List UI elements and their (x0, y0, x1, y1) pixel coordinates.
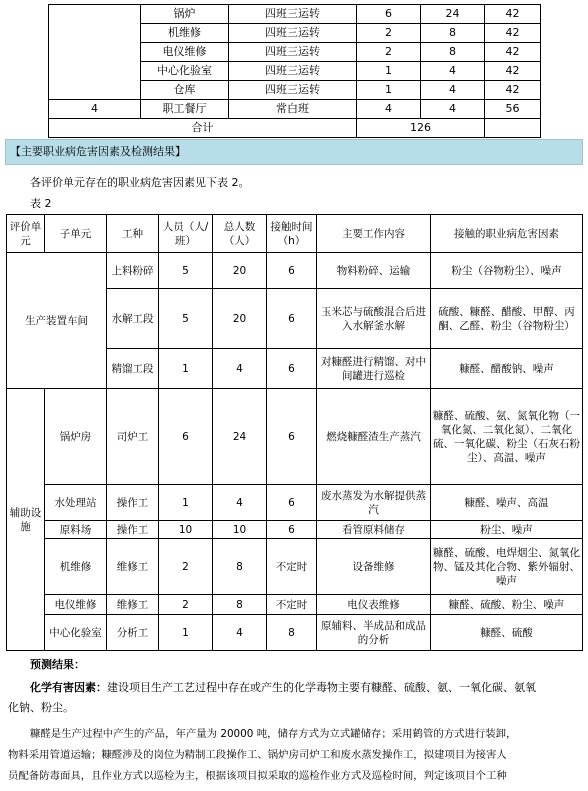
table-cell: 维修工 (107, 595, 159, 615)
table-cell (485, 119, 541, 138)
table-cell: 机维修 (141, 24, 229, 43)
table-cell: 5 (159, 289, 213, 349)
col-header-eval-unit: 评价单元 (7, 215, 45, 253)
table-row (49, 100, 541, 119)
hazard-table (6, 214, 583, 651)
chem-paragraph-line (30, 680, 536, 695)
table-row (7, 253, 583, 289)
table-cell: 5 (159, 253, 213, 289)
table-cell: 4 (421, 100, 485, 119)
table-cell: 6 (267, 253, 317, 289)
table-cell: 机维修 (45, 539, 107, 595)
table-cell: 2 (159, 539, 213, 595)
table-cell: 10 (213, 521, 267, 539)
table-cell: 原辅料、半成品和成品的分析 (317, 615, 431, 651)
table-cell: 1 (357, 62, 421, 81)
table-cell: 设备维修 (317, 539, 431, 595)
table-cell: 42 (485, 62, 541, 81)
total-label: 合计 (49, 119, 357, 138)
col-header-total: 总人数（人） (213, 215, 267, 253)
table-cell: 1 (357, 81, 421, 100)
table-cell: 司炉工 (107, 389, 159, 485)
table-cell: 6 (159, 389, 213, 485)
table-cell: 常白班 (229, 100, 357, 119)
table-cell: 糠醛、醋酸钠、噪声 (431, 349, 583, 389)
group-production: 生产装置车间 (7, 253, 107, 389)
table-cell: 四班三运转 (229, 5, 357, 24)
table-cell: 1 (159, 349, 213, 389)
table-cell: 2 (357, 24, 421, 43)
table-cell: 原料场 (45, 521, 107, 539)
table-cell: 物料粉碎、运输 (317, 253, 431, 289)
table-cell: 42 (485, 24, 541, 43)
table-cell: 粉尘、噪声 (431, 521, 583, 539)
table-cell: 8 (421, 43, 485, 62)
table-cell: 看管原料储存 (317, 521, 431, 539)
table-cell: 水解工段 (107, 289, 159, 349)
table-cell: 糠醛、硫酸、粉尘、噪声 (431, 595, 583, 615)
table-cell: 42 (485, 5, 541, 24)
paragraph-line: 员配备防毒面具，且作业方式以巡检为主，根据该项目拟采取的巡检作业方式及巡检时间，判定该项目个工种 (8, 770, 507, 782)
table-cell: 糠醛、硫酸、氨、氮氧化物（一氧化氮、二氧化氮）、二氧化硫、一氧化碳、粉尘（石灰石粉尘）、高温、噪声 (431, 389, 583, 485)
table-row (7, 521, 583, 539)
table-cell: 6 (267, 289, 317, 349)
table-cell: 废水蒸发为水解提供蒸汽 (317, 485, 431, 521)
table-cell: 6 (267, 485, 317, 521)
table-cell: 水处理站 (45, 485, 107, 521)
table-cell: 8 (213, 539, 267, 595)
table-cell: 四班三运转 (229, 24, 357, 43)
table-cell: 维修工 (107, 539, 159, 595)
chem-text-line2: 化钠、粉尘。 (8, 701, 74, 714)
table-cell: 四班三运转 (229, 43, 357, 62)
paragraph-line: 糠醛是生产过程中产生的产品，年产量为 20000 吨，储存方式为立式罐储存；采用鹤管的方式进行装卸， (30, 728, 517, 740)
table-cell: 1 (159, 485, 213, 521)
table-cell: 上料粉碎 (107, 253, 159, 289)
table-cell: 四班三运转 (229, 81, 357, 100)
total-value: 126 (357, 119, 485, 138)
table-cell: 操作工 (107, 485, 159, 521)
prediction-title: 预测结果： (30, 658, 85, 671)
table-cell: 4 (213, 615, 267, 651)
table-cell: 硫酸、糠醛、醋酸、甲醇、丙酮、乙醛、粉尘（谷物粉尘） (431, 289, 583, 349)
table-row (7, 485, 583, 521)
table-cell: 4 (421, 81, 485, 100)
table-cell: 56 (485, 100, 541, 119)
chem-text: 建设项目生产工艺过程中存在或产生的化学毒物主要有糠醛、硫酸、氨、一氧化碳、氨氧 (107, 681, 536, 694)
table-cell: 中心化验室 (45, 615, 107, 651)
table-cell: 8 (267, 615, 317, 651)
table-row (7, 389, 583, 485)
table-label: 表 2 (30, 197, 52, 210)
table-cell: 20 (213, 253, 267, 289)
table-cell: 糠醛、硫酸 (431, 615, 583, 651)
table-cell: 6 (267, 349, 317, 389)
chem-label: 化学有害因素： (30, 681, 107, 694)
col-header-job: 工种 (107, 215, 159, 253)
intro-text: 各评价单元存在的职业病危害因素见下表 2。 (30, 176, 250, 189)
table-cell: 20 (213, 289, 267, 349)
table-cell: 电仪维修 (141, 43, 229, 62)
table-row (7, 595, 583, 615)
table-cell: 玉米芯与硫酸混合后进入水解釜水解 (317, 289, 431, 349)
col-header-work: 主要工作内容 (317, 215, 431, 253)
table-cell: 不定时 (267, 539, 317, 595)
table-cell: 精馏工段 (107, 349, 159, 389)
table-cell: 6 (267, 521, 317, 539)
table-cell: 6 (357, 5, 421, 24)
table-row (49, 5, 541, 24)
table-cell: 10 (159, 521, 213, 539)
table-cell: 4 (213, 485, 267, 521)
table-cell: 4 (213, 349, 267, 389)
table-cell: 锅炉房 (45, 389, 107, 485)
table-cell: 不定时 (267, 595, 317, 615)
table-cell: 6 (267, 389, 317, 485)
col-header-sub-unit: 子单元 (45, 215, 107, 253)
table-cell: 2 (357, 43, 421, 62)
table-cell: 燃烧糠醛渣生产蒸汽 (317, 389, 431, 485)
group-auxiliary: 辅助设施 (7, 389, 45, 651)
table-cell: 职工餐厅 (141, 100, 229, 119)
table-cell: 糠醛、噪声、高温 (431, 485, 583, 521)
table-cell: 4 (421, 62, 485, 81)
table-cell: 8 (213, 595, 267, 615)
table-cell: 42 (485, 81, 541, 100)
table-cell: 操作工 (107, 521, 159, 539)
table-row (7, 615, 583, 651)
col-header-contact: 接触时间（h） (267, 215, 317, 253)
table-cell: 2 (159, 595, 213, 615)
table-cell: 24 (213, 389, 267, 485)
table-cell: 糠醛、硫酸、电焊烟尘、氮氧化物、锰及其化合物、紫外辐射、噪声 (431, 539, 583, 595)
table-cell: 四班三运转 (229, 62, 357, 81)
table-cell: 4 (357, 100, 421, 119)
staffing-table (48, 4, 541, 138)
table-cell: 对糠醛进行精馏、对中间罐进行巡检 (317, 349, 431, 389)
table-cell: 4 (49, 100, 141, 119)
table-cell: 8 (421, 24, 485, 43)
paragraph-line: 物料采用管道运输；糠醛涉及的岗位为精制工段操作工、锅炉房司炉工和废水蒸发操作工，拟建项目为接害人 (8, 749, 507, 761)
table-cell: 中心化验室 (141, 62, 229, 81)
table-cell: 粉尘（谷物粉尘）、噪声 (431, 253, 583, 289)
col-header-hazards: 接触的职业病危害因素 (431, 215, 583, 253)
table-cell: 锅炉 (141, 5, 229, 24)
table-cell: 电仪表维修 (317, 595, 431, 615)
table-cell: 42 (485, 43, 541, 62)
table-cell: 分析工 (107, 615, 159, 651)
table-cell: 24 (421, 5, 485, 24)
table-cell: 仓库 (141, 81, 229, 100)
section-header: 【主要职业病危害因素及检测结果】 (5, 139, 583, 165)
table-row (49, 119, 541, 138)
table-cell: 电仪维修 (45, 595, 107, 615)
table-cell (49, 5, 141, 100)
col-header-persons: 人员（人/班） (159, 215, 213, 253)
table-header-row (7, 215, 583, 253)
table-cell: 1 (159, 615, 213, 651)
table-row (7, 539, 583, 595)
